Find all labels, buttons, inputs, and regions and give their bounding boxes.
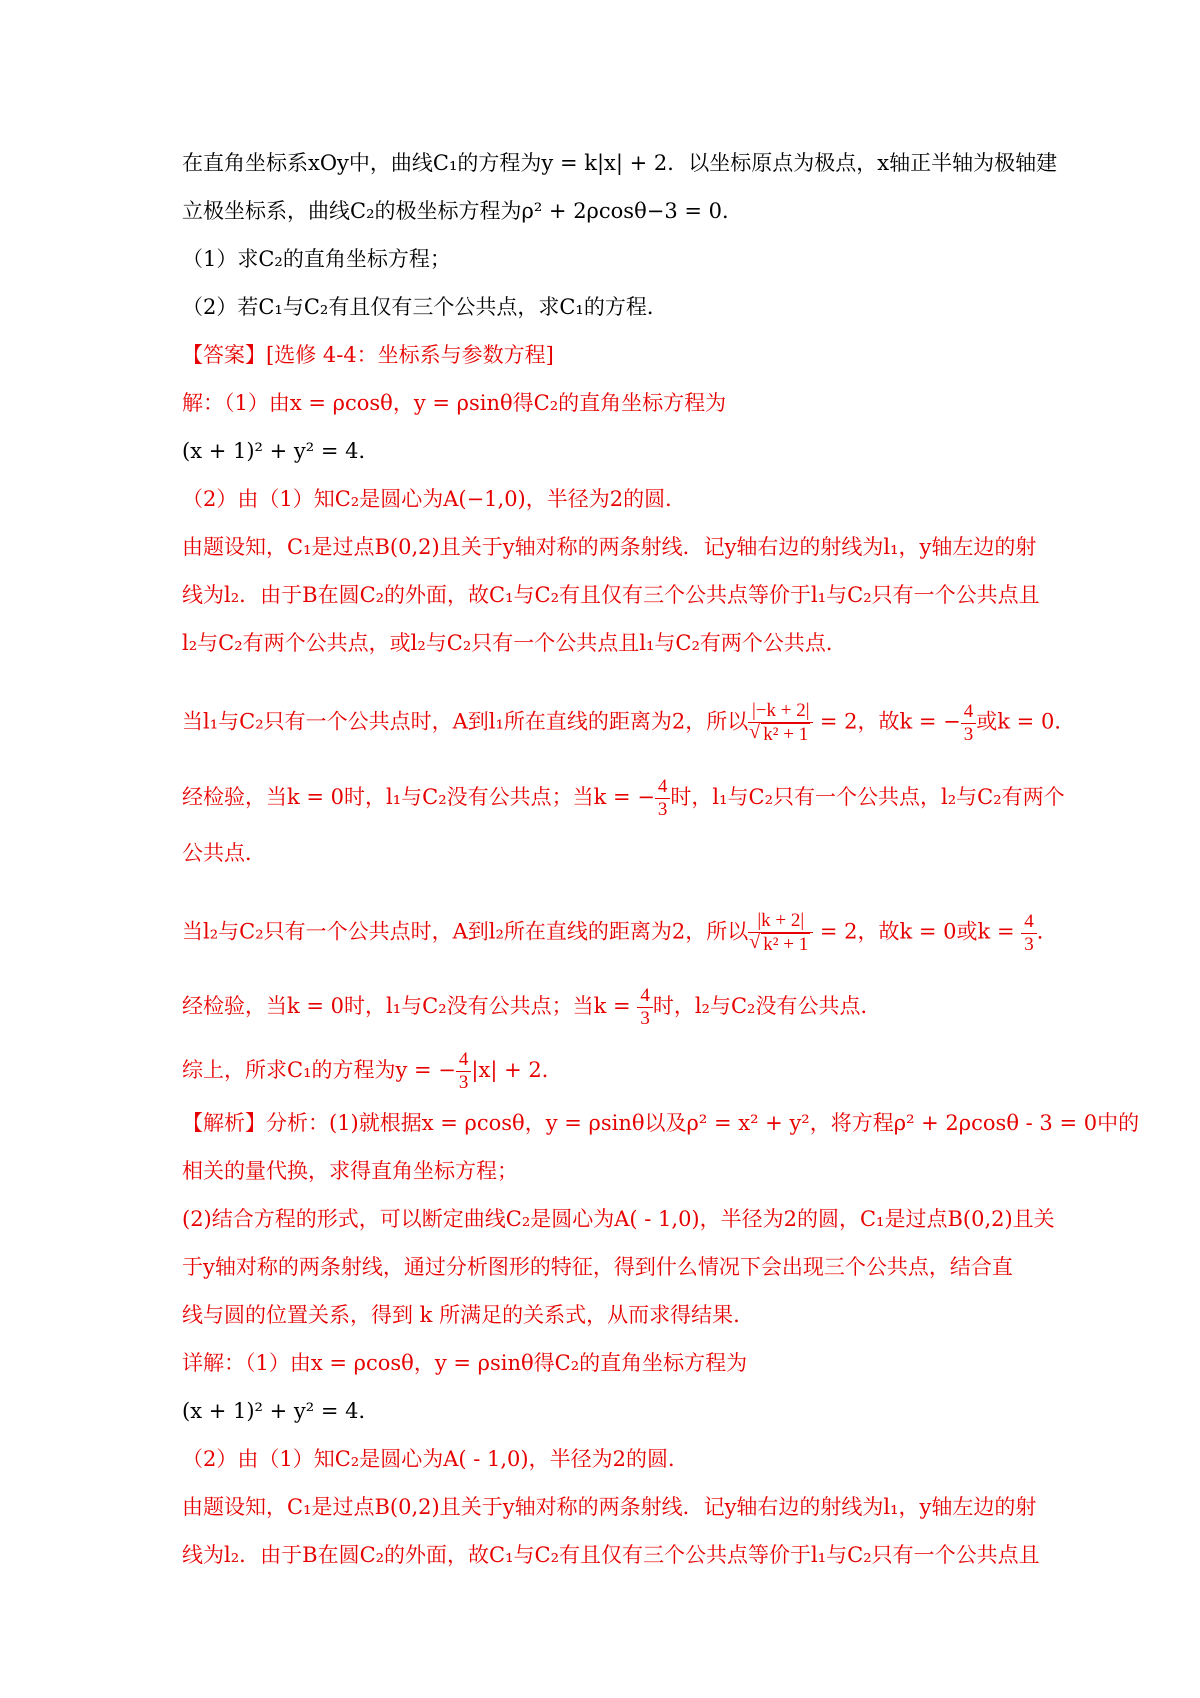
fraction-denominator (748, 723, 813, 746)
line-text: 时，l₁与C₂只有一个公共点，l₂与C₂有两个 (670, 785, 1065, 809)
line-text: 当l₂与C₂只有一个公共点时，A到l₂所在直线的距离为2，所以 (182, 919, 749, 944)
line-text: 线与圆的位置关系，得到 k 所满足的关系式，从而求得结果. (182, 1303, 740, 1327)
text-line-a10 (182, 838, 266, 868)
text-line-d1 (182, 1348, 747, 1378)
text-line-p1 (182, 1108, 1139, 1138)
fraction-numerator: 4 (1021, 911, 1037, 934)
line-text: 线为l₂．由于B在圆C₂的外面，故C₁与C₂有且仅有三个公共点等价于l₁与C₂只有一个公共点且 (182, 1543, 1040, 1567)
fraction-numerator: |−k + 2| (748, 700, 813, 723)
line-text: = 2，故k = − (813, 709, 961, 734)
line-text: 于y轴对称的两条射线，通过分析图形的特征，得到什么情况下会出现三个公共点，结合直 (182, 1255, 1013, 1279)
line-text: (2)结合方程的形式，可以断定曲线C₂是圆心为A( - 1,0)，半径为2的圆，C₁是过点B(0,2)且关 (182, 1207, 1055, 1231)
text-line-a4 (182, 484, 686, 514)
text-line-p4 (182, 1252, 1013, 1282)
fraction-denominator: 3 (640, 1008, 650, 1029)
text-line-d2 (182, 1396, 380, 1426)
line-text: 【解析】分析：(1)就根据x = ρcosθ，y = ρsinθ以及ρ² = x² + y²，将方程ρ² + 2ρcosθ - 3 = 0中的 (182, 1111, 1140, 1135)
line-text: 经检验，当k = 0时，l₁与C₂没有公共点；当k = − (182, 785, 655, 809)
line-text: （2）若C₁与C₂有且仅有三个公共点，求C₁的方程． (182, 295, 668, 319)
fraction-denominator: 3 (963, 723, 974, 745)
fraction (655, 776, 671, 821)
line-text: 相关的量代换，求得直角坐标方程； (182, 1159, 518, 1183)
text-line-a3 (182, 436, 380, 466)
text-line-q3 (182, 244, 451, 274)
text-line-a13 (182, 1049, 563, 1094)
text-line-q1 (182, 148, 1057, 178)
line-text: （1）求C₂的直角坐标方程； (182, 247, 451, 271)
line-text: 立极坐标系，曲线C₂的极坐标方程为ρ² + 2ρcosθ−3 = 0． (182, 199, 743, 223)
text-line-a6 (182, 580, 1040, 610)
fraction-denominator (748, 933, 813, 956)
fraction-numerator: 4 (456, 1049, 472, 1072)
fraction-numerator: 4 (655, 776, 671, 799)
line-text: 详解：（1）由x = ρcosθ，y = ρsinθ得C₂的直角坐标方程为 (182, 1351, 748, 1375)
fraction (961, 701, 977, 746)
text-line-d3 (182, 1444, 689, 1474)
line-text: l₂与C₂有两个公共点，或l₂与C₂只有一个公共点且l₁与C₂有两个公共点． (182, 631, 847, 655)
line-text: (x + 1)² + y² = 4． (182, 1399, 380, 1423)
fraction (637, 985, 653, 1030)
line-text: 在直角坐标系xOy中，曲线C₁的方程为y = k|x| + 2．以坐标原点为极点，x轴正半轴为极轴建 (182, 151, 1058, 175)
line-text: (x + 1)² + y² = 4． (182, 439, 380, 463)
fraction-denominator: 3 (1024, 933, 1034, 955)
text-line-d4 (182, 1492, 1036, 1522)
text-line-a1 (182, 340, 554, 370)
fraction-denominator: 3 (657, 799, 668, 820)
text-line-a9 (182, 776, 1065, 821)
text-line-a2 (182, 388, 726, 418)
text-line-p3 (182, 1204, 1055, 1234)
fraction (456, 1049, 472, 1094)
fraction-numerator: 4 (961, 701, 977, 724)
line-text: 公共点． (182, 841, 266, 865)
fraction-numerator: 4 (637, 985, 653, 1008)
line-text: 由题设知，C₁是过点B(0,2)且关于y轴对称的两条射线．记y轴右边的射线为l₁，y轴左边的射 (182, 1495, 1037, 1519)
fraction-denominator: 3 (458, 1072, 469, 1093)
line-text: ． (1036, 919, 1058, 944)
line-text: 或k = 0． (976, 709, 1076, 734)
line-text: 线为l₂．由于B在圆C₂的外面，故C₁与C₂有且仅有三个公共点等价于l₁与C₂只有一个公共点且 (182, 583, 1040, 607)
text-line-q4 (182, 292, 668, 322)
text-line-a7 (182, 628, 847, 658)
fraction (1021, 911, 1037, 956)
text-line-a11 (182, 910, 1058, 956)
line-text: 综上，所求C₁的方程为y = − (182, 1058, 456, 1082)
line-text: 由题设知，C₁是过点B(0,2)且关于y轴对称的两条射线．记y轴右边的射线为l₁，y轴左边的射 (182, 535, 1037, 559)
line-text: 时，l₂与C₂没有公共点． (652, 994, 882, 1018)
line-text: 解：（1）由x = ρcosθ，y = ρsinθ得C₂的直角坐标方程为 (182, 391, 727, 415)
line-text: （2）由（1）知C₂是圆心为A(−1,0)，半径为2的圆． (182, 487, 687, 511)
line-text: |x| + 2． (471, 1058, 563, 1082)
text-line-a5 (182, 532, 1036, 562)
text-line-d5 (182, 1540, 1040, 1570)
line-text: = 2，故k = 0或k = (813, 919, 1022, 944)
fraction (748, 910, 813, 956)
line-text: （2）由（1）知C₂是圆心为A( - 1,0)，半径为2的圆． (182, 1447, 689, 1471)
line-text: 经检验，当k = 0时，l₁与C₂没有公共点；当k = (182, 994, 638, 1018)
text-line-a12 (182, 985, 881, 1030)
line-text: 【答案】[选修 4-4：坐标系与参数方程] (182, 343, 554, 367)
fraction (748, 700, 813, 746)
fraction-numerator: |k + 2| (748, 910, 813, 933)
square-root: √ k² + 1 (761, 723, 810, 746)
line-text: 当l₁与C₂只有一个公共点时，A到l₁所在直线的距离为2，所以 (182, 709, 749, 734)
text-line-p5 (182, 1300, 740, 1330)
square-root: √ k² + 1 (761, 933, 810, 956)
text-line-q2 (182, 196, 743, 226)
text-line-p2 (182, 1156, 518, 1186)
text-line-a8 (182, 700, 1075, 746)
